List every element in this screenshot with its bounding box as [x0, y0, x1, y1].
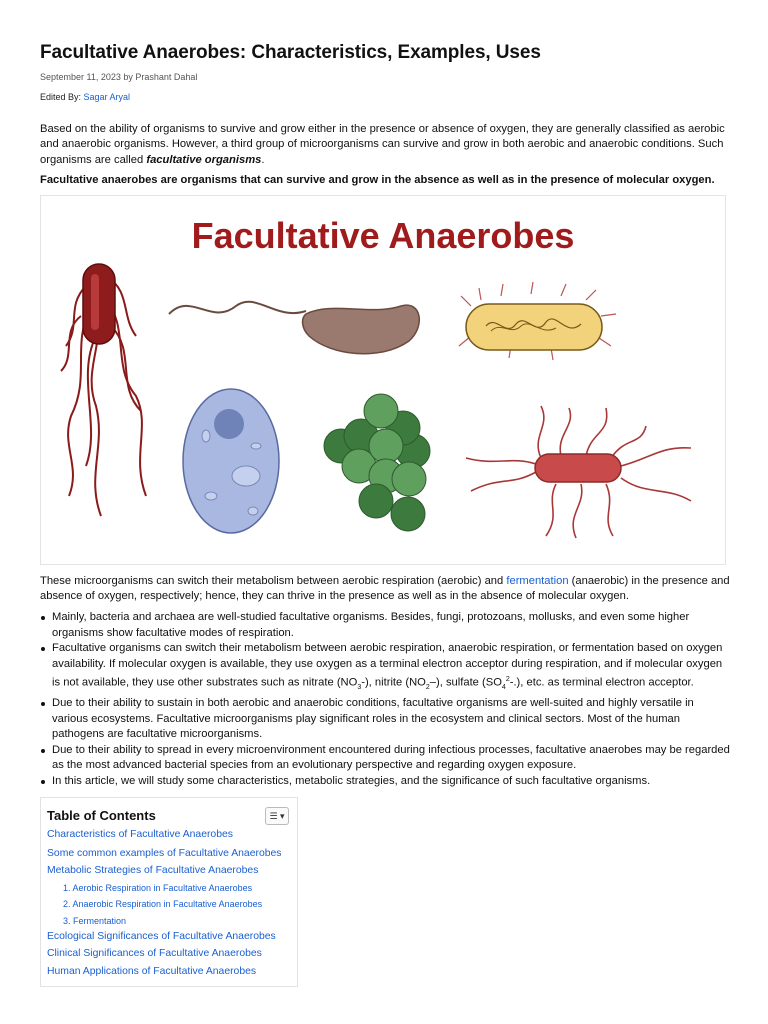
vibrio-bacterium-icon	[169, 302, 419, 354]
list-item: Mainly, bacteria and archaea are well-studied facultative organisms. Besides, fungi, protozoans, mollusks, and even some higher organisms show facultative modes of respiration.	[52, 610, 732, 641]
toc-link-aerobic-respiration[interactable]: 1. Aerobic Respiration in Facultative Anaerobes	[63, 883, 253, 893]
toc-link-anaerobic-respiration[interactable]: 2. Anaerobic Respiration in Facultative Anaerobes	[63, 899, 263, 909]
intro-paragraph	[40, 122, 730, 168]
capsule-bacterium-icon	[459, 282, 616, 360]
b2-text-c: –), sulfate (SO	[429, 677, 502, 690]
toc-link-examples[interactable]: Some common examples of Facultative Anaerobes	[47, 848, 282, 859]
b2-text-a: Facultative organisms can switch their metabolism between aerobic respiration, anaerobic respiration, or fermentation based on oxygen availability. If molecular oxygen is available, they use oxygen as a terminal electron acceptor during respiration, and if molecular oxygen is not available, they use other substrates such as nitrate (NO	[52, 642, 723, 690]
definition-paragraph: Facultative anaerobes are organisms that can survive and grow in the absence as well as in the presence of molecular oxygen.	[40, 174, 715, 186]
page-title: Facultative Anaerobes: Characteristics, Examples, Uses	[40, 42, 541, 63]
figure-title: Facultative Anaerobes	[191, 215, 575, 256]
toc-link-clinical[interactable]: Clinical Significances of Facultative Anaerobes	[47, 948, 262, 959]
edited-by	[40, 92, 130, 102]
metabolism-paragraph	[40, 574, 730, 605]
edited-label: Edited By:	[40, 92, 84, 102]
post-meta: September 11, 2023 by Prashant Dahal	[40, 72, 198, 82]
toc-link-metabolic-strategies[interactable]: Metabolic Strategies of Facultative Anaerobes	[47, 865, 259, 876]
toc-link-human-applications[interactable]: Human Applications of Facultative Anaerobes	[47, 966, 257, 977]
toc-link-fermentation[interactable]: 3. Fermentation	[63, 916, 127, 926]
editor-link[interactable]: Sagar Aryal	[83, 92, 131, 102]
table-of-contents	[40, 797, 298, 987]
list-item: Due to their ability to spread in every microenvironment encountered during infectious processes, facultative anaerobes may be regarded as the most advanced bacterial species from an evolutionary perspective and regarding oxygen exposure.	[52, 743, 732, 774]
intro-emphasis: facultative organisms	[146, 153, 262, 166]
b2-sup: 2	[505, 676, 510, 684]
list-item: In this article, we will study some characteristics, metabolic strategies, and the significance of such facultative organisms.	[52, 774, 732, 790]
flagellated-bacterium-icon	[466, 406, 691, 538]
toc-link-characteristics[interactable]: Characteristics of Facultative Anaerobes	[47, 829, 233, 840]
facts-list	[40, 610, 732, 790]
toc-link-ecological[interactable]: Ecological Significances of Facultative Anaerobes	[47, 931, 276, 942]
metabolism-text-2: (anaerobic) in the presence and absence of oxygen, respectively; hence, they can thrive in the presence as well as in the absence of molecular oxygen.	[40, 575, 730, 603]
toc-title: Table of Contents	[47, 808, 156, 823]
toc-toggle-button[interactable]: ☰ ▾	[265, 807, 289, 825]
b2-sub-3: 4	[501, 684, 506, 692]
b2-sub-1: 3	[357, 684, 362, 692]
yeast-cell-icon	[183, 389, 279, 533]
intro-end: .	[261, 153, 265, 166]
intro-text: Based on the ability of organisms to survive and grow either in the presence or absence of oxygen, they are generally classified as aerobic and anaerobic organisms. However, a third group of microorganisms can survive and grow in both aerobic and anaerobic conditions. Such organisms are called	[40, 123, 725, 166]
cocci-cluster-icon	[324, 394, 430, 531]
b2-text-d: -.), etc. as terminal electron acceptor.	[509, 677, 694, 690]
b2-text-b: -), nitrite (NO	[361, 677, 426, 690]
metabolism-text-1: These microorganisms can switch their metabolism between aerobic respiration (aerobic) and	[40, 575, 507, 587]
figure-illustration	[41, 196, 725, 564]
list-item	[52, 641, 732, 696]
b2-sub-2: 2	[425, 684, 430, 692]
list-item: Due to their ability to sustain in both aerobic and anaerobic conditions, facultative organisms are well-suited and highly versatile in various ecosystems. Facultative microorganisms play significant roles in the ecosystem and clinical sectors. Most of the human pathogens are facultative microorganisms.	[52, 696, 732, 743]
rod-highlight	[91, 274, 99, 330]
fermentation-link[interactable]: fermentation	[506, 575, 569, 587]
figure-facultative-anaerobes[interactable]	[40, 195, 726, 565]
